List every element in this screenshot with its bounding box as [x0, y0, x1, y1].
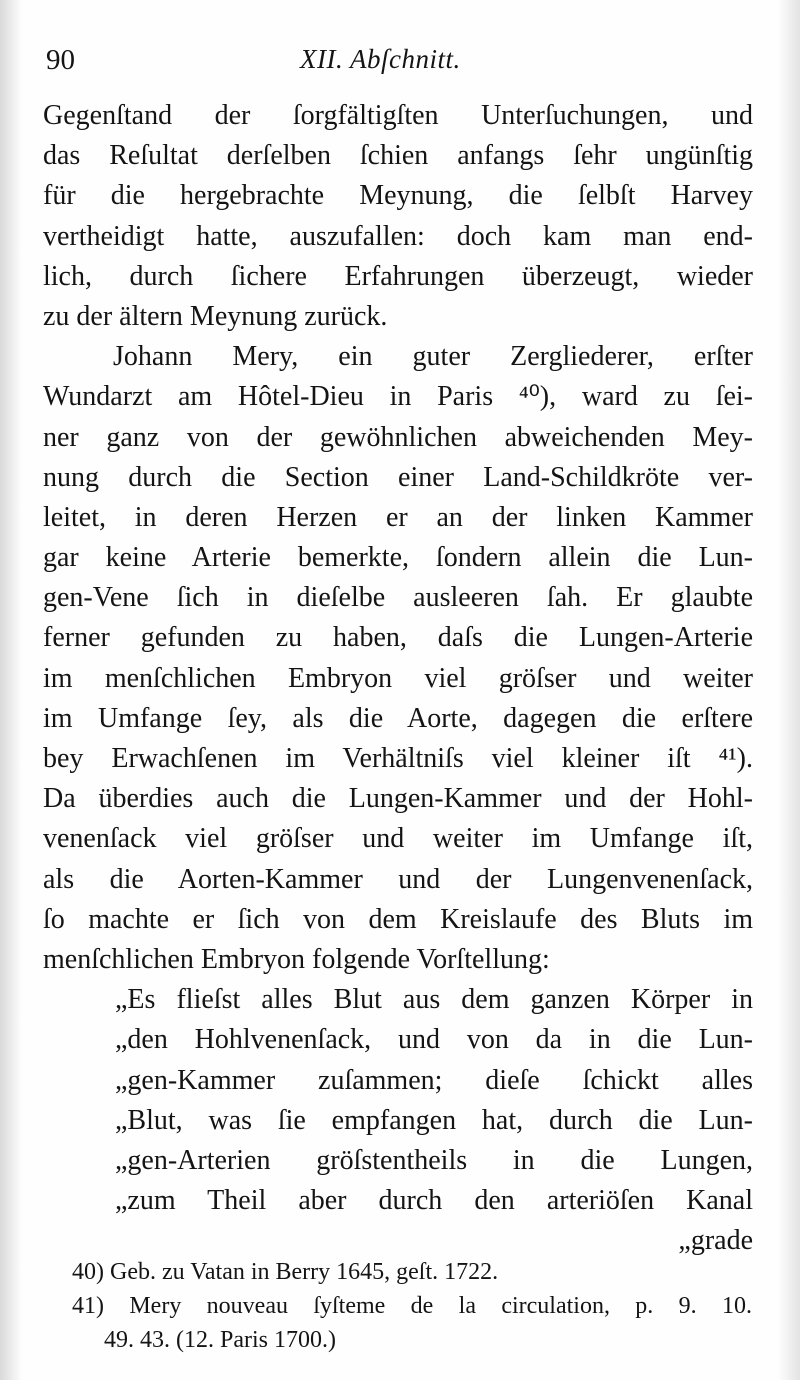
quote-line: „gen-Arterien gröſstentheils in die Lungen, — [115, 1144, 753, 1176]
text-line: vertheidigt hatte, auszufallen: doch kam man end- — [43, 220, 753, 252]
quote-line: „den Hohlvenenſack, und von da in die Lun- — [115, 1024, 753, 1056]
text-line: Wundarzt am Hôtel-Dieu in Paris ⁴⁰), ward zu ſei- — [43, 381, 753, 413]
text-line: bey Erwachſenen im Verhältniſs viel kleiner iſt ⁴¹). — [43, 743, 753, 774]
page-edge-left — [0, 0, 22, 1380]
text-line: gen-Vene ſich in dieſelbe ausleeren ſah. Er glaubte — [43, 582, 753, 614]
footnotes — [72, 1255, 752, 1357]
text-line: ner ganz von der gewöhnlichen abweichenden Mey- — [43, 421, 753, 453]
text-line: Gegenſtand der ſorgfältigſten Unterſuchungen, und — [43, 100, 753, 131]
text-line: im menſchlichen Embryon viel gröſser und weiter — [43, 662, 753, 694]
text-line: lich, durch ſichere Erfahrungen überzeugt, wieder — [43, 260, 753, 292]
footnote-41-continued: 49. 43. (12. Paris 1700.) — [104, 1327, 336, 1353]
quote-line: „gen-Kammer zuſammen; dieſe ſchickt alles — [115, 1064, 753, 1096]
text-line: das Reſultat derſelben ſchien anfangs ſehr ungünſtig — [43, 140, 753, 172]
quote-line: „zum Theil aber durch den arteriöſen Kanal — [115, 1185, 753, 1217]
page-edge-right — [778, 0, 800, 1380]
text-line: ferner gefunden zu haben, daſs die Lungen-Arterie — [43, 622, 753, 654]
text-line: im Umfange ſey, als die Aorte, dagegen die erſtere — [43, 702, 753, 734]
body-text — [43, 96, 753, 1261]
text-line: menſchlichen Embryon folgende Vorſtellung: — [43, 943, 550, 975]
running-head: XII. Abſchnitt. — [300, 44, 461, 74]
text-line: venenſack viel gröſser und weiter im Umfange iſt, — [43, 823, 753, 855]
text-line: Da überdies auch die Lungen-Kammer und der Hohl- — [43, 783, 753, 815]
text-line: ſo machte er ſich von dem Kreislaufe des Bluts im — [43, 903, 753, 935]
page-header — [46, 36, 751, 80]
text-line: Johann Mery, ein guter Zergliederer, erſter — [113, 341, 753, 373]
text-line: als die Aorten-Kammer und der Lungenvenenſack, — [43, 863, 753, 895]
footnote-40: 40) Geb. zu Vatan in Berry 1645, geſt. 1722. — [72, 1259, 499, 1285]
page-number: 90 — [46, 44, 75, 76]
quote-line: „Blut, was ſie empfangen hat, durch die Lun- — [115, 1104, 753, 1136]
quote-line: „Es flieſst alles Blut aus dem ganzen Körper in — [115, 984, 753, 1016]
catchword: „grade — [678, 1225, 753, 1257]
text-line: für die hergebrachte Meynung, die ſelbſt Harvey — [43, 180, 753, 212]
text-line: leitet, in deren Herzen er an der linken Kammer — [43, 501, 753, 533]
text-line: nung durch die Section einer Land-Schildkröte ver- — [43, 461, 753, 493]
text-line: gar keine Arterie bemerkte, ſondern allein die Lun- — [43, 542, 753, 574]
footnote-41: 41) Mery nouveau ſyſteme de la circulation, p. 9. 10. — [72, 1293, 752, 1319]
text-line: zu der ältern Meynung zurück. — [43, 300, 388, 332]
